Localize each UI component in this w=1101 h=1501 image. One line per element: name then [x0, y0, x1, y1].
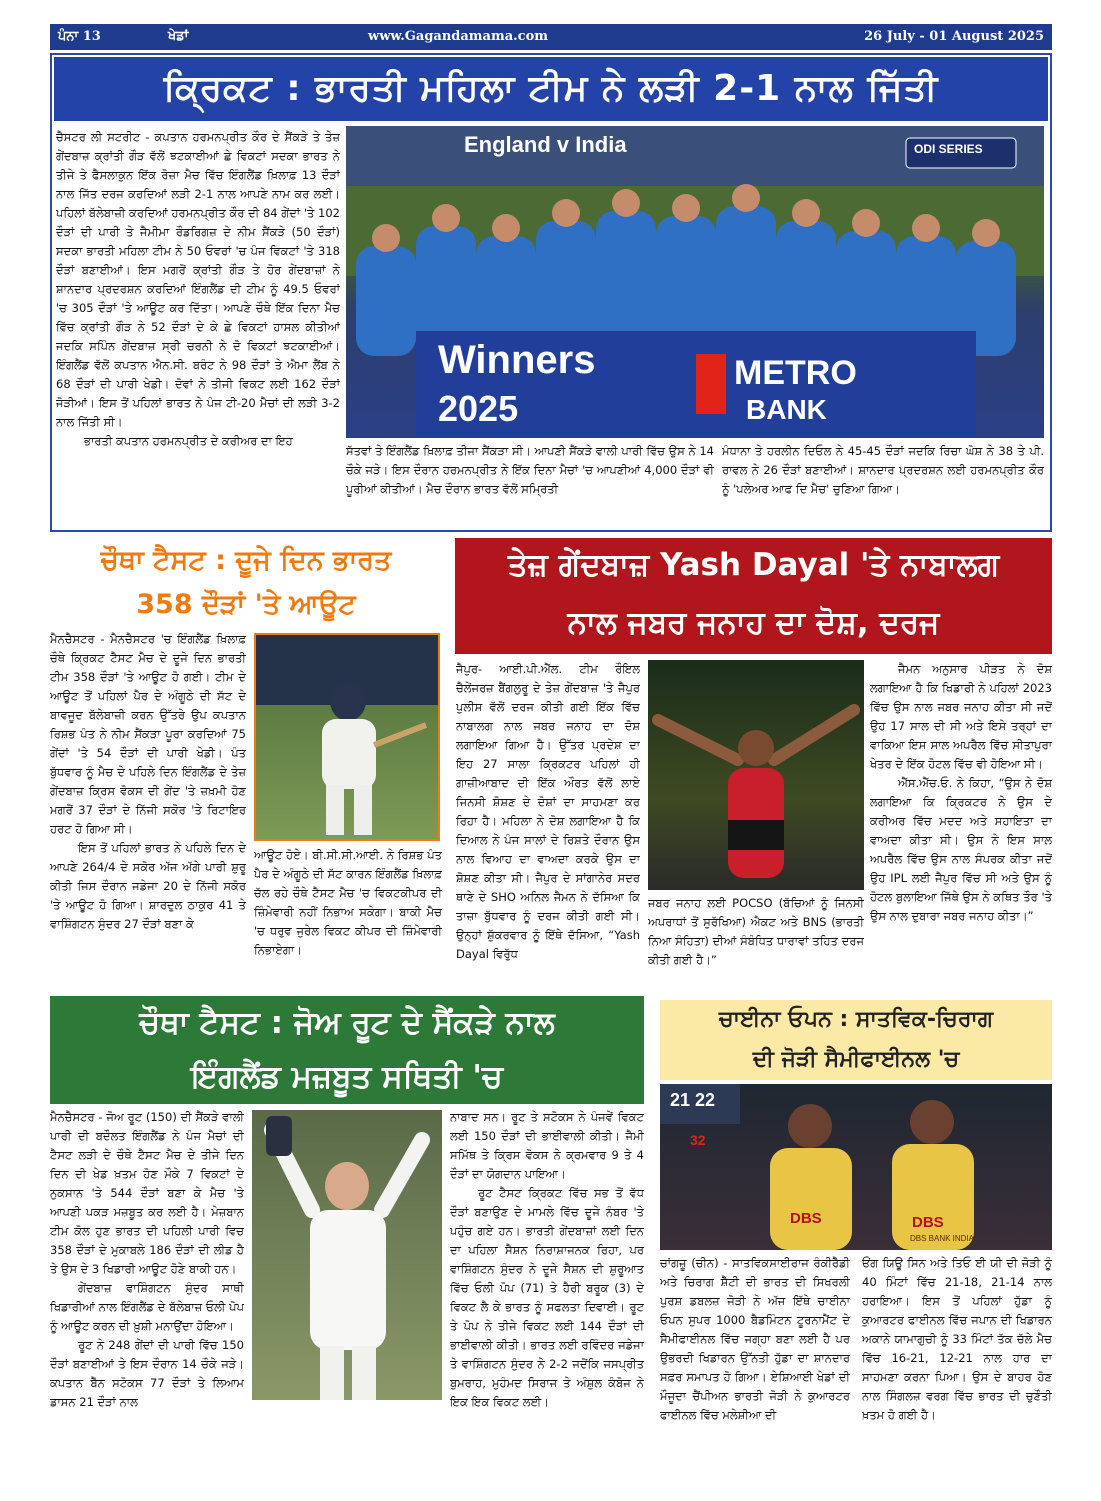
paragraph: ਭਾਰਤੀ ਕਪਤਾਨ ਹਰਮਨਪ੍ਰੀਤ ਦੇ ਕਰੀਅਰ ਦਾ ਇਹ: [84, 434, 293, 448]
yash-dayal-column-2: [648, 894, 864, 990]
metro-bank-logo-icon: [696, 354, 726, 414]
issue-date: 26 July - 01 August 2025: [864, 29, 1044, 44]
test-day2-column-2: [254, 846, 442, 980]
paragraph: ਸੱਤਵਾਂ ਤੇ ਇੰਗਲੈਂਡ ਖ਼ਿਲਾਫ਼ ਤੀਜਾ ਸੈਂਕੜਾ ਸੀ। ਆਪਣੀ ਸੈਂਕੜੇ ਵਾਲੀ ਪਾਰੀ ਵਿੱਚ ਉਸ ਨੇ 14 ਚੌਕੇ ਜੜੇ। ਇਸ ਦੌਰਾਨ ਹਰਮਨਪ੍ਰੀਤ ਨੇ ਇੱਕ ਦਿਨਾ ਮੈਚਾਂ 'ਚ ਆਪਣੀਆਂ 4,000 ਦੌੜਾਂ ਵੀ ਪੂਰੀਆਂ ਕੀਤੀਆਂ। ਮੈਚ ਦੌਰਾਨ ਭਾਰਤ ਵੱਲੋਂ ਸਮ੍ਰਿਤੀ: [346, 444, 714, 496]
scoreboard-small: 32: [690, 1132, 706, 1148]
paragraph: ਜਬਰ ਜਨਾਹ ਲਈ POCSO (ਬੱਚਿਆਂ ਨੂੰ ਜਿਨਸੀ ਅਪਰਾਧਾਂ ਤੋਂ ਸੁਰੱਖਿਆ) ਐਕਟ ਅਤੇ BNS (ਭਾਰਤੀ ਨਿਆ ਸੰਹਿਤਾ) ਦੀਆਂ ਸੰਬੰਧਿਤ ਧਾਰਾਵਾਂ ਤਹਿਤ ਦਰਜ ਕੀਤੀ ਗਈ ਹੈ।”: [648, 896, 864, 967]
joe-root-illustration: [252, 1110, 442, 1400]
paragraph: ਰੂਟ ਟੈਸਟ ਕ੍ਰਿਕਟ ਵਿੱਚ ਸਭ ਤੋਂ ਵੱਧ ਦੌੜਾਂ ਬਣਾਉਣ ਦੇ ਮਾਮਲੇ ਵਿੱਚ ਦੂਜੇ ਨੰਬਰ 'ਤੇ ਪਹੁੰਚ ਗਏ ਹਨ। ਭਾਰਤੀ ਗੇਂਦਬਾਜ਼ਾਂ ਲਈ ਦਿਨ ਦਾ ਪਹਿਲਾ ਸੈਸ਼ਨ ਨਿਰਾਸ਼ਾਜਨਕ ਰਿਹਾ, ਪਰ ਵਾਸ਼ਿੰਗਟਨ ਸੁੰਦਰ ਨੇ ਦੂਜੇ ਸੈਸ਼ਨ ਦੀ ਸ਼ੁਰੂਆਤ ਵਿੱਚ ਓਲੀ ਪੋਪ (71) ਤੇ ਹੈਰੀ ਬਰੂਕ (3) ਦੇ ਵਿਕਟ ਲੈ ਕੇ ਭਾਰਤ ਨੂੰ ਸਫਲਤਾ ਦਿਵਾਈ। ਰੂਟ ਤੇ ਪੋਪ ਨੇ ਤੀਜੇ ਵਿਕਟ ਲਈ 144 ਦੌੜਾਂ ਦੀ ਭਾਈਵਾਲੀ ਕੀਤੀ। ਭਾਰਤ ਲਈ ਰਵਿੰਦਰ ਜਡੇਜਾ ਤੇ ਵਾਸ਼ਿੰਗਟਨ ਸੁੰਦਰ ਨੇ 2-2 ਜਦੋਂਕਿ ਜਸਪ੍ਰੀਤ ਬੁਮਰਾਹ, ਮੁਹੰਮਦ ਸਿਰਾਜ ਤੇ ਅੰਸ਼ੁਲ ਕੰਬੋਜ ਨੇ ਇਕ ਇਕ ਵਿਕਟ ਲਈ।: [450, 1186, 644, 1409]
test-day2-column-1: [50, 630, 246, 980]
headline-joe-root-line2: ਇੰਗਲੈਂਡ ਮਜ਼ਬੂਤ ਸਥਿਤੀ 'ਚ: [50, 1050, 644, 1104]
women-odi-column-2: [346, 442, 714, 528]
banner-winners: Winners: [438, 338, 596, 382]
shirt-sponsor-sub: DBS BANK INDIA: [910, 1234, 975, 1243]
china-open-column-2: [862, 1254, 1052, 1450]
joe-root-column-2: [450, 1108, 644, 1438]
yash-dayal-photo: [648, 660, 864, 890]
yash-dayal-column-3: [870, 660, 1052, 990]
bowler-illustration: [648, 660, 864, 890]
page-header: [50, 24, 1052, 50]
paragraph: ਜੈਮਨ ਅਨੁਸਾਰ ਪੀੜਤ ਨੇ ਦੋਸ਼ ਲਗਾਇਆ ਹੈ ਕਿ ਖਿਡਾਰੀ ਨੇ ਪਹਿਲਾਂ 2023 ਵਿੱਚ ਉਸ ਨਾਲ ਜਬਰ ਜਨਾਹ ਕੀਤਾ ਸੀ ਜਦੋਂ ਉਹ 17 ਸਾਲ ਦੀ ਸੀ ਅਤੇ ਇਸੇ ਤਰ੍ਹਾਂ ਦਾ ਵਾਕਿਆ ਇਸ ਸਾਲ ਅਪਰੈਲ ਵਿੱਚ ਸੀਤਾਪੁਰਾ ਖੇਤਰ ਦੇ ਇੱਕ ਹੋਟਲ ਵਿੱਚ ਵੀ ਹੋਇਆ ਸੀ।: [870, 662, 1052, 771]
yash-dayal-column-1: [456, 660, 640, 990]
rishabh-pant-photo: [254, 633, 440, 841]
paragraph: ਰੂਟ ਨੇ 248 ਗੇਂਦਾਂ ਦੀ ਪਾਰੀ ਵਿੱਚ 150 ਦੌੜਾਂ ਬਣਾਈਆਂ ਤੇ ਇਸ ਦੌਰਾਨ 14 ਚੌਕੇ ਜੜੇ। ਕਪਤਾਨ ਬੈੱਨ ਸਟੋਕਸ 77 ਦੌੜਾਂ ਤੇ ਲਿਆਮ ਡਾਸਨ 21 ਦੌੜਾਂ ਨਾਲ: [50, 1338, 244, 1409]
shirt-sponsor-left: DBS: [790, 1210, 822, 1227]
headline-china-open-line2: ਦੀ ਜੋੜੀ ਸੈਮੀਫਾਈਨਲ 'ਚ: [660, 1040, 1052, 1080]
joe-root-column-1: [50, 1108, 244, 1438]
paragraph: ਆਊਟ ਹੋਏ। ਬੀ.ਸੀ.ਸੀ.ਆਈ. ਨੇ ਰਿਸ਼ਭ ਪੰਤ ਪੈਰ ਦੇ ਅੰਗੂਠੇ ਦੀ ਸੱਟ ਕਾਰਨ ਇੰਗਲੈਂਡ ਖ਼ਿਲਾਫ਼ ਚੱਲ ਰਹੇ ਚੌਥੇ ਟੈਸਟ ਮੈਚ 'ਚ ਵਿਕਟਕੀਪਰ ਦੀ ਜ਼ਿੰਮੇਵਾਰੀ ਨਹੀਂ ਨਿਭਾਅ ਸਕੇਗਾ। ਬਾਕੀ ਮੈਚ 'ਚ ਧਰੁਵ ਜੁਰੇਲ ਵਿਕਟ ਕੀਪਰ ਦੀ ਜ਼ਿੰਮੇਵਾਰੀ ਨਿਭਾਏਗਾ।: [254, 848, 442, 957]
sponsor-line1: METRO: [734, 354, 857, 392]
paragraph: ਚਾਂਗਜ਼ੂ (ਚੀਨ) - ਸਾਤਵਿਕਸਾਈਰਾਜ ਰੰਕੀਰੈੱਡੀ ਅਤੇ ਚਿਰਾਗ ਸ਼ੈੱਟੀ ਦੀ ਭਾਰਤ ਦੀ ਸਿਖਰਲੀ ਪੁਰਸ਼ ਡਬਲਜ਼ ਜੋੜੀ ਨੇ ਅੱਜ ਇੱਥੇ ਚਾਈਨਾ ਓਪਨ ਸੁਪਰ 1000 ਬੈਡਮਿੰਟਨ ਟੂਰਨਾਮੈਂਟ ਦੇ ਸੈਮੀਫਾਈਨਲ ਵਿੱਚ ਜਗ੍ਹਾ ਬਣਾ ਲਈ ਹੈ ਪਰ ਉਭਰਦੀ ਖਿਡਾਰਨ ਉੱਨਤੀ ਹੁੱਡਾ ਦਾ ਸ਼ਾਨਦਾਰ ਸਫ਼ਰ ਸਮਾਪਤ ਹੋ ਗਿਆ। ਏਸ਼ਿਆਈ ਖੇਡਾਂ ਦੀ ਮੌਜੂਦਾ ਚੈਂਪੀਅਨ ਭਾਰਤੀ ਜੋੜੀ ਨੇ ਕੁਆਰਟਰ ਫਾਈਨਲ ਵਿੱਚ ਮਲੇਸ਼ੀਆ ਦੀ: [660, 1256, 850, 1422]
banner-year: 2025: [438, 388, 519, 429]
headline-china-open-line1: ਚਾਈਨਾ ਓਪਨ : ਸਾਤਵਿਕ-ਚਿਰਾਗ: [660, 1000, 1052, 1040]
site-url[interactable]: www.Gagandamama.com: [368, 29, 549, 44]
headline-yash-dayal-line2: ਨਾਲ ਜਬਰ ਜਨਾਹ ਦਾ ਦੋਸ਼, ਦਰਜ: [455, 592, 1052, 654]
headline-joe-root-line1: ਚੌਥਾ ਟੈਸਟ : ਜੋਅ ਰੂਟ ਦੇ ਸੈਂਕੜੇ ਨਾਲ: [50, 996, 644, 1050]
headline-test-day2-line1: ਚੌਥਾ ਟੈਸਟ : ਦੂਜੇ ਦਿਨ ਭਾਰਤ: [100, 545, 392, 576]
paragraph: ਚੈਸਟਰ ਲੀ ਸਟਰੀਟ - ਕਪਤਾਨ ਹਰਮਨਪ੍ਰੀਤ ਕੌਰ ਦੇ ਸੈਂਕੜੇ ਤੇ ਤੇਜ਼ ਗੇਂਦਬਾਜ਼ ਕ੍ਰਾਂਤੀ ਗੌੜ ਵੱਲੋਂ ਝਟਕਾਈਆਂ ਛੇ ਵਿਕਟਾਂ ਸਦਕਾ ਭਾਰਤ ਨੇ ਤੀਜੇ ਤੇ ਫੈਸਲਾਕੁਨ ਇੱਕ ਰੋਜ਼ਾ ਮੈਚ ਵਿੱਚ ਇੰਗਲੈਂਡ ਖ਼ਿਲਾਫ਼ 13 ਦੌੜਾਂ ਨਾਲ ਜਿੱਤ ਦਰਜ ਕਰਦਿਆਂ ਲੜੀ 2-1 ਨਾਲ ਆਪਣੇ ਨਾਮ ਕਰ ਲਈ। ਪਹਿਲਾਂ ਬੱਲੇਬਾਜ਼ੀ ਕਰਦਿਆਂ ਹਰਮਨਪ੍ਰੀਤ ਕੌਰ ਦੀ 84 ਗੇਂਦਾਂ 'ਤੇ 102 ਦੌੜਾਂ ਦੀ ਪਾਰੀ ਤੇ ਜੈਮੀਮਾ ਰੌਡਰਿਗਜ਼ ਦੇ ਨੀਮ ਸੈਂਕੜੇ (50 ਦੌੜਾਂ) ਸਦਕਾ ਭਾਰਤੀ ਮਹਿਲਾ ਟੀਮ ਨੇ 50 ਓਵਰਾਂ 'ਚ ਪੰਜ ਵਿਕਟਾਂ 'ਤੇ 318 ਦੌੜਾਂ ਬਣਾਈਆਂ। ਇਸ ਮਗਰੋਂ ਕ੍ਰਾਂਤੀ ਗੌੜ ਤੇ ਹੋਰ ਗੇਂਦਬਾਜ਼ਾਂ ਨੇ ਸ਼ਾਨਦਾਰ ਪ੍ਰਦਰਸ਼ਨ ਕਰਦਿਆਂ ਇੰਗਲੈਂਡ ਦੀ ਟੀਮ ਨੂੰ 49.5 ਓਵਰਾਂ 'ਚ 305 ਦੌੜਾਂ 'ਤੇ ਆਊਟ ਕਰ ਦਿੱਤਾ। ਆਪਣੇ ਚੌਥੇ ਇੱਕ ਦਿਨਾ ਮੈਚ ਵਿੱਚ ਕ੍ਰਾਂਤੀ ਗੌੜ ਨੇ 52 ਦੌੜਾਂ ਦੇ ਕੇ ਛੇ ਵਿਕਟਾਂ ਹਾਸਲ ਕੀਤੀਆਂ ਜਦਕਿ ਸਪਿੰਨ ਗੇਂਦਬਾਜ਼ ਸ੍ਰੀ ਚਰਨੀ ਨੇ ਦੋ ਵਿਕਟਾਂ ਝਟਕਾਈਆਂ। ਇੰਗਲੈਂਡ ਵੱਲੋਂ ਕਪਤਾਨ ਐਨ.ਸੀ. ਬਰੰਟ ਨੇ 98 ਦੌੜਾਂ ਤੇ ਐਮਾ ਲੈਂਬ ਨੇ 68 ਦੌੜਾਂ ਦੀ ਪਾਰੀ ਖੇਡੀ। ਦੋਵਾਂ ਨੇ ਤੀਜੀ ਵਿਕਟ ਲਈ 162 ਦੌੜਾਂ ਜੋੜੀਆਂ। ਇਸ ਤੋਂ ਪਹਿਲਾਂ ਭਾਰਤ ਨੇ ਪੰਜ ਟੀ-20 ਮੈਚਾਂ ਦੀ ਲੜੀ 3-2 ਨਾਲ ਜਿੱਤੀ ਸੀ।: [56, 130, 340, 429]
headline-women-odi: ਕ੍ਰਿਕਟ : ਭਾਰਤੀ ਮਹਿਲਾ ਟੀਮ ਨੇ ਲੜੀ 2-1 ਨਾਲ ਜਿੱਤੀ: [54, 57, 1048, 121]
paragraph: ਇਸ ਤੋਂ ਪਹਿਲਾਂ ਭਾਰਤ ਨੇ ਪਹਿਲੇ ਦਿਨ ਦੇ ਆਪਣੇ 264/4 ਦੇ ਸਕੋਰ ਅੱਜ ਅੱਗੇ ਪਾਰੀ ਸ਼ੁਰੂ ਕੀਤੀ ਜਿਸ ਦੌਰਾਨ ਜਡੇਜਾ 20 ਦੇ ਨਿੱਜੀ ਸਕੋਰ 'ਤੇ ਆਊਟ ਹੋ ਗਿਆ। ਸ਼ਾਰਦੁਲ ਠਾਕੁਰ 41 ਤੇ ਵਾਸ਼ਿੰਗਟਨ ਸੁੰਦਰ 27 ਦੌੜਾਂ ਬਣਾ ਕੇ: [50, 841, 246, 931]
paragraph: ਮੈਨਚੈਸਟਰ - ਮੈਨਚੈਸਟਰ 'ਚ ਇੰਗਲੈਂਡ ਖ਼ਿਲਾਫ਼ ਚੌਥੇ ਕ੍ਰਿਕਟ ਟੈਸਟ ਮੈਚ ਦੇ ਦੂਜੇ ਦਿਨ ਭਾਰਤੀ ਟੀਮ 358 ਦੌੜਾਂ 'ਤੇ ਆਊਟ ਹੋ ਗਈ। ਟੀਮ ਦੇ ਆਊਟ ਤੋਂ ਪਹਿਲਾਂ ਪੈਰ ਦੇ ਅੰਗੂਠੇ ਦੀ ਸੱਟ ਦੇ ਬਾਵਜੂਦ ਬੱਲੇਬਾਜ਼ੀ ਕਰਨ ਉੱਤਰੇ ਉਪ ਕਪਤਾਨ ਰਿਸ਼ਭ ਪੰਤ ਨੇ ਨੀਮ ਸੈਂਕੜਾ ਪੂਰਾ ਕਰਦਿਆਂ 75 ਗੇਂਦਾਂ 'ਤੇ 54 ਦੌੜਾਂ ਦੀ ਪਾਰੀ ਖੇਡੀ। ਪੰਤ ਬੁੱਧਵਾਰ ਨੂੰ ਮੈਚ ਦੇ ਪਹਿਲੇ ਦਿਨ ਇੰਗਲੈਂਡ ਦੇ ਤੇਜ਼ ਗੇਂਦਬਾਜ਼ ਕ੍ਰਿਸ ਵੋਕਸ ਦੀ ਗੇਂਦ 'ਤੇ ਜ਼ਖ਼ਮੀ ਹੋਣ ਮਗਰੋਂ 37 ਦੌੜਾਂ ਦੇ ਨਿੱਜੀ ਸਕੋਰ 'ਤੇ ਰਿਟਾਇਰ ਹਰਟ ਹੋ ਗਿਆ ਸੀ।: [50, 632, 246, 836]
paragraph: ਓਂਗ ਯਿਊ ਸਿਨ ਅਤੇ ਤਿਓ ਈ ਯੀ ਦੀ ਜੋੜੀ ਨੂੰ 40 ਮਿੰਟਾਂ ਵਿੱਚ 21-18, 21-14 ਨਾਲ ਹਰਾਇਆ। ਇਸ ਤੋਂ ਪਹਿਲਾਂ ਹੁੱਡਾ ਨੂੰ ਕੁਆਰਟਰ ਫਾਈਨਲ ਵਿੱਚ ਜਪਾਨ ਦੀ ਖਿਡਾਰਨ ਅਕਾਨੇ ਯਾਮਾਗੁਚੀ ਨੂੰ 33 ਮਿੰਟਾਂ ਤੱਕ ਚੱਲੇ ਮੈਚ ਵਿੱਚ 16-21, 12-21 ਨਾਲ ਹਾਰ ਦਾ ਸਾਹਮਣਾ ਕਰਨਾ ਪਿਆ। ਉਸ ਦੇ ਬਾਹਰ ਹੋਣ ਨਾਲ ਸਿੰਗਲਜ਼ ਵਰਗ ਵਿੱਚ ਭਾਰਤ ਦੀ ਚੁਣੌਤੀ ਖ਼ਤਮ ਹੋ ਗਈ ਹੈ।: [862, 1256, 1052, 1422]
badminton-pair-photo: [660, 1084, 1052, 1250]
sponsor-line2: BANK: [746, 394, 827, 425]
women-odi-column-3: [722, 442, 1044, 528]
paragraph: ਗੇਂਦਬਾਜ਼ ਵਾਸ਼ਿੰਗਟਨ ਸੁੰਦਰ ਸਾਥੀ ਖਿਡਾਰੀਆਂ ਨਾਲ ਇੰਗਲੈਂਡ ਦੇ ਬੱਲੇਬਾਜ਼ ਓਲੀ ਪੋਪ ਨੂੰ ਆਊਟ ਕਰਨ ਦੀ ਖ਼ੁਸ਼ੀ ਮਨਾਉਂਦਾ ਹੋਇਆ।: [50, 1281, 244, 1333]
shirt-sponsor-right: DBS: [912, 1214, 944, 1231]
women-team-photo: [346, 126, 1044, 438]
paragraph: ਐੱਸ.ਐੱਚ.ਓ. ਨੇ ਕਿਹਾ, “ਉਸ ਨੇ ਦੋਸ਼ ਲਗਾਇਆ ਕਿ ਕ੍ਰਿਕਟਰ ਨੇ ਉਸ ਦੇ ਕਰੀਅਰ ਵਿੱਚ ਮਦਦ ਅਤੇ ਸਹਾਇਤਾ ਦਾ ਵਾਅਦਾ ਕੀਤਾ ਸੀ। ਉਸ ਨੇ ਇਸ ਸਾਲ ਅਪਰੈਲ ਵਿੱਚ ਉਸ ਨਾਲ ਸੰਪਰਕ ਕੀਤਾ ਜਦੋਂ ਉਹ IPL ਲਈ ਜੈਪੁਰ ਵਿੱਚ ਸੀ ਅਤੇ ਉਸ ਨੂੰ ਹੋਟਲ ਬੁਲਾਇਆ ਜਿੱਥੇ ਉਸ ਨੇ ਕਥਿਤ ਤੌਰ 'ਤੇ ਉਸ ਨਾਲ ਦੁਬਾਰਾ ਜਬਰ ਜਨਾਹ ਕੀਤਾ।”: [870, 776, 1052, 923]
paragraph: ਜੈਪੁਰ- ਆਈ.ਪੀ.ਐੱਲ. ਟੀਮ ਰੌਇਲ ਚੈਲੇਂਜਰਜ਼ ਬੈਂਗਲੁਰੂ ਦੇ ਤੇਜ਼ ਗੇਂਦਬਾਜ਼ 'ਤੇ ਜੈਪੁਰ ਪੁਲੀਸ ਵੱਲੋਂ ਦਰਜ ਕੀਤੀ ਗਈ ਇੱਕ ਵਿੱਚ ਨਾਬਾਲਗ ਨਾਲ ਜਬਰ ਜਨਾਹ ਦਾ ਦੋਸ਼ ਲਗਾਇਆ ਗਿਆ ਹੈ। ਉੱਤਰ ਪ੍ਰਦੇਸ਼ ਦਾ ਇਹ 27 ਸਾਲਾ ਕ੍ਰਿਕਟਰ ਪਹਿਲਾਂ ਹੀ ਗਾਜ਼ੀਆਬਾਦ ਦੀ ਇੱਕ ਔਰਤ ਵੱਲੋਂ ਲਾਏ ਜਿਨਸੀ ਸ਼ੋਸ਼ਣ ਦੇ ਦੋਸ਼ਾਂ ਦਾ ਸਾਹਮਣਾ ਕਰ ਰਿਹਾ ਹੈ। ਮਹਿਲਾ ਨੇ ਦੋਸ਼ ਲਗਾਇਆ ਹੈ ਕਿ ਦਿਆਲ ਨੇ ਪੰਜ ਸਾਲਾਂ ਦੇ ਰਿਸ਼ਤੇ ਦੌਰਾਨ ਉਸ ਨਾਲ ਵਿਆਹ ਦਾ ਵਾਅਦਾ ਕਰਕੇ ਉਸ ਦਾ ਸ਼ੋਸ਼ਣ ਕੀਤਾ ਸੀ। ਜੈਪੁਰ ਦੇ ਸਾਂਗਾਨੇਰ ਸਦਰ ਥਾਣੇ ਦੇ SHO ਅਨਿਲ ਜੈਮਨ ਨੇ ਦੱਸਿਆ ਕਿ ਤਾਜ਼ਾ ਬੁੱਧਵਾਰ ਨੂੰ ਦਰਜ ਕੀਤੀ ਗਈ ਸੀ। ਉਨ੍ਹਾਂ ਸ਼ੁੱਕਰਵਾਰ ਨੂੰ ਇੱਥੇ ਦੱਸਿਆ, “Yash Dayal ਵਿਰੁੱਧ: [456, 662, 640, 961]
paragraph: ਮੰਧਾਨਾ ਤੇ ਹਰਲੀਨ ਦਿਓਲ ਨੇ 45-45 ਦੌੜਾਂ ਜਦਕਿ ਰਿਚਾ ਘੋਸ਼ ਨੇ 38 ਤੇ ਪੀ. ਰਾਵਲ ਨੇ 26 ਦੌੜਾਂ ਬਣਾਈਆਂ। ਸ਼ਾਨਦਾਰ ਪ੍ਰਦਰਸ਼ਨ ਲਈ ਹਰਮਨਪ੍ਰੀਤ ਕੌਰ ਨੂੰ 'ਪਲੇਅਰ ਆਫ ਦਿ ਮੈਚ' ਚੁਣਿਆ ਗਿਆ।: [722, 444, 1044, 496]
page-number: ਪੰਨਾ 13: [58, 29, 101, 44]
batsman-illustration: [256, 635, 438, 839]
headline-test-day2-line2: 358 ਦੌੜਾਂ 'ਤੇ ਆਊਟ: [136, 589, 356, 620]
headline-yash-dayal-line1: ਤੇਜ਼ ਗੇਂਦਬਾਜ਼ Yash Dayal 'ਤੇ ਨਾਬਾਲਗ: [455, 538, 1052, 592]
badminton-illustration: [660, 1084, 1052, 1250]
section-name: ਖੇਡਾਂ: [168, 29, 189, 44]
joe-root-photo: [252, 1110, 442, 1400]
scoreboard-text: 21 22: [670, 1090, 716, 1110]
women-odi-column-1: [56, 128, 340, 528]
board-text: England v India: [464, 132, 627, 157]
odi-series-badge: ODI SERIES: [914, 142, 983, 156]
paragraph: ਨਾਬਾਦ ਸਨ। ਰੂਟ ਤੇ ਸਟੋਕਸ ਨੇ ਪੰਜਵੇਂ ਵਿਕਟ ਲਈ 150 ਦੌੜਾਂ ਦੀ ਭਾਈਵਾਲੀ ਕੀਤੀ। ਜੈਮੀ ਸਮਿੱਥ ਤੇ ਕ੍ਰਿਸ ਵੋਕਸ ਨੇ ਕ੍ਰਮਵਾਰ 9 ਤੇ 4 ਦੌੜਾਂ ਦਾ ਯੋਗਦਾਨ ਪਾਇਆ।: [450, 1110, 644, 1181]
china-open-column-1: [660, 1254, 850, 1450]
paragraph: ਮੈਨਚੈਸਟਰ - ਜੋਅ ਰੂਟ (150) ਦੀ ਸੈਂਕੜੇ ਵਾਲੀ ਪਾਰੀ ਦੀ ਬਦੌਲਤ ਇੰਗਲੈਂਡ ਨੇ ਪੰਜ ਮੈਚਾਂ ਦੀ ਟੈਸਟ ਲੜੀ ਦੇ ਚੌਥੇ ਟੈਸਟ ਮੈਚ ਦੇ ਤੀਜੇ ਦਿਨ ਦਿਨ ਦੀ ਖੇਡ ਖ਼ਤਮ ਹੋਣ ਮੌਕੇ 7 ਵਿਕਟਾਂ ਦੇ ਨੁਕਸਾਨ 'ਤੇ 544 ਦੌੜਾਂ ਬਣਾ ਕੇ ਮੈਚ 'ਤੇ ਆਪਣੀ ਪਕੜ ਮਜ਼ਬੂਤ ਕਰ ਲਈ ਹੈ। ਮੇਜ਼ਬਾਨ ਟੀਮ ਕੋਲ ਹੁਣ ਭਾਰਤ ਦੀ ਪਹਿਲੀ ਪਾਰੀ ਵਿਚ 358 ਦੌੜਾਂ ਦੇ ਮੁਕਾਬਲੇ 186 ਦੌੜਾਂ ਦੀ ਲੀਡ ਹੈ ਤੇ ਉਸ ਦੇ 3 ਖਿਡਾਰੀ ਆਊਟ ਹੋਣੇ ਬਾਕੀ ਹਨ।: [50, 1110, 244, 1276]
